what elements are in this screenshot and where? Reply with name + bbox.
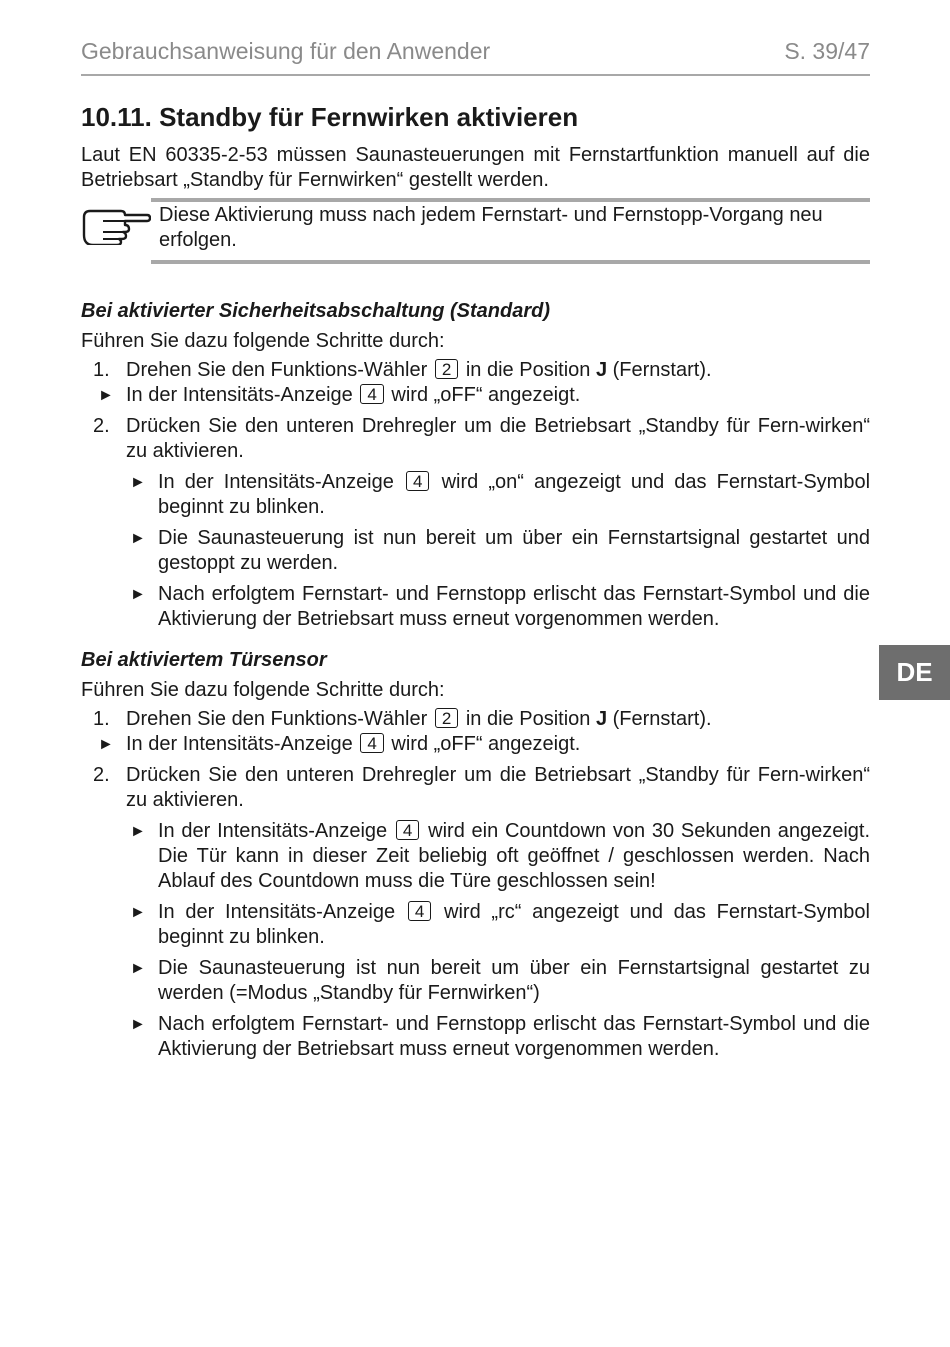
page-content bbox=[81, 100, 870, 1068]
result-item: ► In der Intensitäts-Anzeige 4 wird ein Countdown von 30 Sekunden angezeigt. Die Tür kann in dieser Zeit beliebig oft geöffnet / geschlossen werden. Nach Ablauf des Countdown muss die Türe geschlossen sein! bbox=[130, 820, 871, 892]
subsection-title-1: Bei aktivierter Sicherheitsabschaltung (Standard) bbox=[81, 300, 551, 322]
page-header bbox=[81, 38, 870, 76]
reference-box: 2 bbox=[435, 708, 458, 728]
note-box bbox=[81, 198, 870, 265]
position-label: J bbox=[595, 708, 608, 730]
step-number: 2. bbox=[93, 415, 110, 437]
step-number: 1. bbox=[93, 708, 110, 730]
result-item: ► In der Intensitäts-Anzeige 4 wird „rc“ angezeigt und das Fernstart-Symbol beginnt zu blinken. bbox=[130, 901, 870, 948]
step-item bbox=[81, 414, 870, 632]
note-rule-bottom bbox=[151, 260, 870, 264]
result-item: ► In der Intensitäts-Anzeige 4 wird „on“ angezeigt und das Fernstart-Symbol beginnt zu blinken. bbox=[130, 471, 871, 518]
triangle-right-icon: ► bbox=[98, 387, 114, 404]
step-number: 1. bbox=[93, 359, 110, 381]
result-item: ► In der Intensitäts-Anzeige 4 wird „oFF“ angezeigt. bbox=[98, 733, 581, 755]
note-text: Diese Aktivierung muss nach jedem Fernstart- und Fernstopp-Vorgang neu erfolgen. bbox=[159, 204, 823, 251]
step-list-1 bbox=[81, 358, 870, 632]
subsection-title-2: Bei aktiviertem Türsensor bbox=[81, 649, 327, 671]
reference-box: 2 bbox=[435, 359, 458, 379]
section-intro: Laut EN 60335-2-53 müssen Saunasteuerungen mit Fernstartfunktion manuell auf die Betriebsart „Standby für Fernwirken“ gestellt werden. bbox=[81, 144, 870, 191]
result-item: ► Nach erfolgtem Fernstart- und Fernstopp erlischt das Fernstart-Symbol und die Aktivierung der Betriebsart muss erneut vorgenommen werden. bbox=[130, 1013, 870, 1060]
step-item bbox=[81, 358, 870, 408]
result-item: ► In der Intensitäts-Anzeige 4 wird „oFF“ angezeigt. bbox=[98, 384, 581, 406]
triangle-right-icon: ► bbox=[130, 960, 146, 977]
triangle-right-icon: ► bbox=[130, 904, 146, 921]
reference-box: 4 bbox=[408, 901, 431, 921]
triangle-right-icon: ► bbox=[98, 736, 114, 753]
step-item bbox=[81, 763, 870, 1062]
step-item bbox=[81, 707, 870, 757]
step-text: Drehen Sie den Funktions-Wähler 2 in die Position J (Fernstart). bbox=[126, 708, 712, 730]
reference-box: 4 bbox=[396, 820, 419, 840]
page-number: S. 39/47 bbox=[784, 38, 870, 64]
subsection-lead-2: Führen Sie dazu folgende Schritte durch: bbox=[81, 679, 445, 701]
triangle-right-icon: ► bbox=[130, 586, 146, 603]
section-title: 10.11. Standby für Fernwirken aktivieren bbox=[81, 102, 579, 132]
result-item: ► Die Saunasteuerung ist nun bereit um über ein Fernstartsignal gestartet und gestoppt zu werden. bbox=[130, 527, 870, 574]
step-number: 2. bbox=[93, 764, 110, 786]
subsection-lead-1: Führen Sie dazu folgende Schritte durch: bbox=[81, 330, 445, 352]
step-list-2 bbox=[81, 707, 870, 1062]
reference-box: 4 bbox=[360, 733, 383, 753]
result-item: ► Nach erfolgtem Fernstart- und Fernstopp erlischt das Fernstart-Symbol und die Aktivierung der Betriebsart muss erneut vorgenommen werden. bbox=[130, 583, 870, 630]
triangle-right-icon: ► bbox=[130, 530, 146, 547]
position-label: J bbox=[595, 359, 608, 381]
step-text: Drehen Sie den Funktions-Wähler 2 in die Position J (Fernstart). bbox=[126, 359, 712, 381]
language-tab-de: DE bbox=[879, 645, 950, 700]
step-text: Drücken Sie den unteren Drehregler um die Betriebsart „Standby für Fern-wirken“ zu aktivieren. bbox=[126, 764, 870, 811]
triangle-right-icon: ► bbox=[130, 474, 146, 491]
triangle-right-icon: ► bbox=[130, 823, 146, 840]
triangle-right-icon: ► bbox=[130, 1016, 146, 1033]
reference-box: 4 bbox=[360, 384, 383, 404]
reference-box: 4 bbox=[406, 471, 429, 491]
note-rule-top bbox=[151, 198, 870, 202]
result-item: ► Die Saunasteuerung ist nun bereit um über ein Fernstartsignal gestartet zu werden (=Modus „Standby für Fernwirken“) bbox=[130, 957, 870, 1004]
pointing-hand-icon bbox=[81, 205, 151, 245]
header-title: Gebrauchsanweisung für den Anwender bbox=[81, 38, 491, 64]
step-text: Drücken Sie den unteren Drehregler um die Betriebsart „Standby für Fern-wirken“ zu aktivieren. bbox=[126, 415, 870, 462]
